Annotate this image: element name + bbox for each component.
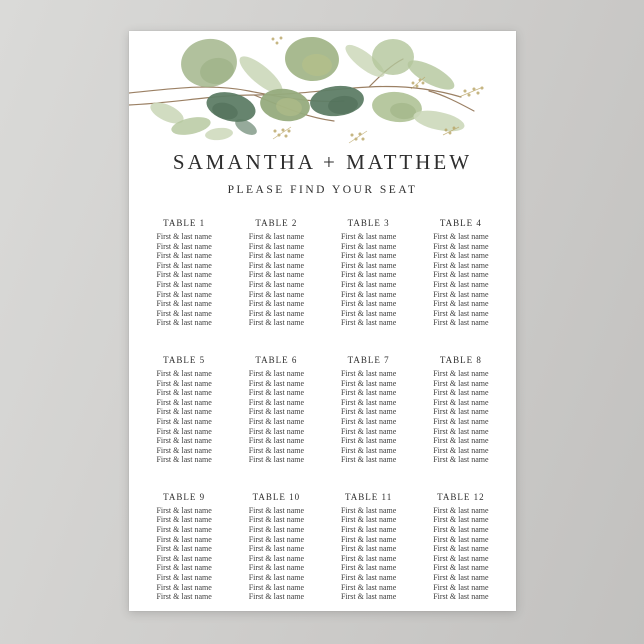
table-title: TABLE 11 [345, 491, 393, 502]
guest-name-placeholder: First & last name [433, 563, 489, 573]
guest-name-placeholder: First & last name [340, 279, 397, 289]
guest-name-placeholder: First & last name [156, 592, 212, 602]
guest-name-placeholder: First & last name [248, 573, 305, 583]
guest-name-placeholder: First & last name [433, 260, 489, 270]
guest-name-placeholder: First & last name [433, 582, 489, 592]
guest-name-placeholder: First & last name [340, 416, 397, 426]
guest-name-placeholder: First & last name [433, 241, 489, 251]
guest-name-placeholder: First & last name [433, 388, 489, 398]
guest-name-placeholder: First & last name [340, 592, 397, 602]
guest-name-placeholder: First & last name [340, 525, 397, 535]
guest-name-placeholder: First & last name [248, 260, 305, 270]
guest-name-placeholder: First & last name [340, 232, 397, 241]
guest-name-placeholder: First & last name [156, 378, 212, 388]
guest-name-placeholder: First & last name [248, 445, 305, 455]
guest-name-placeholder: First & last name [156, 251, 212, 261]
guest-name-placeholder: First & last name [340, 426, 397, 436]
table-block [416, 354, 506, 465]
guest-name-placeholder: First & last name [340, 251, 397, 261]
guest-name-placeholder: First & last name [433, 232, 489, 241]
guest-name-placeholder: First & last name [156, 289, 212, 299]
guest-name-placeholder: First & last name [340, 388, 397, 398]
guest-name-placeholder: First & last name [433, 416, 489, 426]
guest-name-placeholder: First & last name [433, 426, 489, 436]
guest-name-placeholder: First & last name [248, 232, 305, 241]
couple-names-title: SAMANTHA + MATTHEW [172, 150, 473, 174]
guest-name-placeholder: First & last name [248, 563, 305, 573]
guest-name-placeholder: First & last name [248, 525, 305, 535]
guest-name-placeholder: First & last name [340, 544, 397, 554]
table-block [231, 354, 321, 465]
guest-name-placeholder: First & last name [156, 407, 212, 417]
guest-name-placeholder: First & last name [433, 534, 489, 544]
guest-name-placeholder: First & last name [248, 515, 305, 525]
guest-name-placeholder: First & last name [340, 378, 397, 388]
table-title: TABLE 12 [437, 491, 485, 502]
guest-name-placeholder: First & last name [248, 534, 305, 544]
guest-name-placeholder: First & last name [433, 251, 489, 261]
guest-name-placeholder: First & last name [340, 318, 397, 328]
guest-name-placeholder: First & last name [340, 299, 397, 309]
guest-name-placeholder: First & last name [156, 232, 212, 241]
guest-name-placeholder: First & last name [248, 416, 305, 426]
table-title: TABLE 6 [255, 354, 298, 365]
table-title: TABLE 9 [163, 491, 206, 502]
guest-name-placeholder: First & last name [340, 573, 397, 583]
guest-name-placeholder: First & last name [156, 436, 212, 446]
guest-name-placeholder: First & last name [340, 289, 397, 299]
guest-name-placeholder: First & last name [156, 573, 212, 583]
guest-name-placeholder: First & last name [248, 241, 305, 251]
guest-name-placeholder: First & last name [340, 241, 397, 251]
guest-name-placeholder: First & last name [340, 445, 397, 455]
guest-name-placeholder: First & last name [156, 445, 212, 455]
guest-name-placeholder: First & last name [248, 592, 305, 602]
guest-name-placeholder: First & last name [340, 505, 397, 515]
guest-name-placeholder: First & last name [156, 426, 212, 436]
guest-name-placeholder: First & last name [433, 407, 489, 417]
table-title: TABLE 8 [439, 354, 482, 365]
table-title: TABLE 5 [163, 354, 206, 365]
guest-name-placeholder: First & last name [248, 368, 305, 378]
guest-name-placeholder: First & last name [340, 553, 397, 563]
guest-name-placeholder: First & last name [340, 455, 397, 465]
guest-name-placeholder: First & last name [156, 515, 212, 525]
guest-name-placeholder: First & last name [248, 299, 305, 309]
guest-name-placeholder: First & last name [156, 544, 212, 554]
table-block [324, 491, 414, 602]
table-title: TABLE 3 [347, 218, 390, 228]
guest-name-placeholder: First & last name [433, 592, 489, 602]
guest-name-placeholder: First & last name [248, 318, 305, 328]
table-block [231, 217, 321, 328]
guest-name-placeholder: First & last name [248, 505, 305, 515]
guest-name-placeholder: First & last name [248, 455, 305, 465]
find-your-seat-subtitle: PLEASE FIND YOUR SEAT [227, 184, 418, 196]
guest-name-placeholder: First & last name [156, 397, 212, 407]
guest-name-placeholder: First & last name [340, 582, 397, 592]
guest-name-placeholder: First & last name [156, 455, 212, 465]
guest-name-placeholder: First & last name [248, 436, 305, 446]
table-block [416, 491, 506, 602]
guest-name-placeholder: First & last name [248, 553, 305, 563]
guest-name-placeholder: First & last name [248, 279, 305, 289]
guest-name-placeholder: First & last name [340, 407, 397, 417]
guest-name-placeholder: First & last name [156, 318, 212, 328]
table-block [231, 491, 321, 602]
guest-name-placeholder: First & last name [248, 378, 305, 388]
guest-name-placeholder: First & last name [156, 260, 212, 270]
table-title: TABLE 2 [255, 218, 298, 228]
guest-name-placeholder: First & last name [340, 270, 397, 280]
table-title: TABLE 10 [252, 491, 301, 502]
guest-name-placeholder: First & last name [156, 270, 212, 280]
guest-name-placeholder: First & last name [433, 553, 489, 563]
wedding-seating-chart-poster [129, 31, 516, 611]
guest-name-placeholder: First & last name [340, 436, 397, 446]
guest-name-placeholder: First & last name [156, 416, 212, 426]
guest-name-placeholder: First & last name [340, 515, 397, 525]
table-block [324, 217, 414, 328]
guest-name-placeholder: First & last name [433, 573, 489, 583]
guest-name-placeholder: First & last name [340, 397, 397, 407]
guest-name-placeholder: First & last name [433, 436, 489, 446]
table-block [416, 217, 506, 328]
guest-name-placeholder: First & last name [340, 534, 397, 544]
guest-name-placeholder: First & last name [156, 241, 212, 251]
guest-name-placeholder: First & last name [156, 534, 212, 544]
guest-name-placeholder: First & last name [156, 553, 212, 563]
guest-name-placeholder: First & last name [340, 308, 397, 318]
guest-name-placeholder: First & last name [433, 318, 489, 328]
guest-name-placeholder: First & last name [433, 289, 489, 299]
guest-name-placeholder: First & last name [156, 582, 212, 592]
guest-name-placeholder: First & last name [248, 251, 305, 261]
guest-name-placeholder: First & last name [156, 388, 212, 398]
guest-name-placeholder: First & last name [156, 368, 212, 378]
guest-name-placeholder: First & last name [248, 270, 305, 280]
guest-name-placeholder: First & last name [248, 308, 305, 318]
guest-name-placeholder: First & last name [433, 270, 489, 280]
guest-name-placeholder: First & last name [433, 368, 489, 378]
guest-name-placeholder: First & last name [433, 397, 489, 407]
guest-name-placeholder: First & last name [248, 426, 305, 436]
guest-name-placeholder: First & last name [156, 279, 212, 289]
guest-name-placeholder: First & last name [433, 445, 489, 455]
guest-name-placeholder: First & last name [248, 544, 305, 554]
guest-name-placeholder: First & last name [433, 378, 489, 388]
guest-name-placeholder: First & last name [433, 525, 489, 535]
guest-name-placeholder: First & last name [433, 299, 489, 309]
guest-name-placeholder: First & last name [433, 455, 489, 465]
guest-name-placeholder: First & last name [433, 505, 489, 515]
guest-name-placeholder: First & last name [433, 279, 489, 289]
guest-name-placeholder: First & last name [248, 388, 305, 398]
table-title: TABLE 4 [439, 218, 482, 228]
guest-name-placeholder: First & last name [248, 407, 305, 417]
table-block [139, 354, 229, 465]
guest-name-placeholder: First & last name [433, 308, 489, 318]
table-block [324, 354, 414, 465]
table-title: TABLE 1 [163, 218, 206, 228]
table-block [139, 491, 229, 602]
guest-name-placeholder: First & last name [156, 308, 212, 318]
guest-name-placeholder: First & last name [433, 544, 489, 554]
guest-name-placeholder: First & last name [156, 505, 212, 515]
tables-grid [139, 217, 506, 602]
guest-name-placeholder: First & last name [433, 515, 489, 525]
guest-name-placeholder: First & last name [340, 368, 397, 378]
guest-name-placeholder: First & last name [156, 525, 212, 535]
guest-name-placeholder: First & last name [156, 299, 212, 309]
table-block [139, 217, 229, 328]
guest-name-placeholder: First & last name [156, 563, 212, 573]
guest-name-placeholder: First & last name [340, 260, 397, 270]
guest-name-placeholder: First & last name [248, 397, 305, 407]
table-title: TABLE 7 [347, 354, 390, 365]
guest-name-placeholder: First & last name [340, 563, 397, 573]
guest-name-placeholder: First & last name [248, 289, 305, 299]
guest-name-placeholder: First & last name [248, 582, 305, 592]
